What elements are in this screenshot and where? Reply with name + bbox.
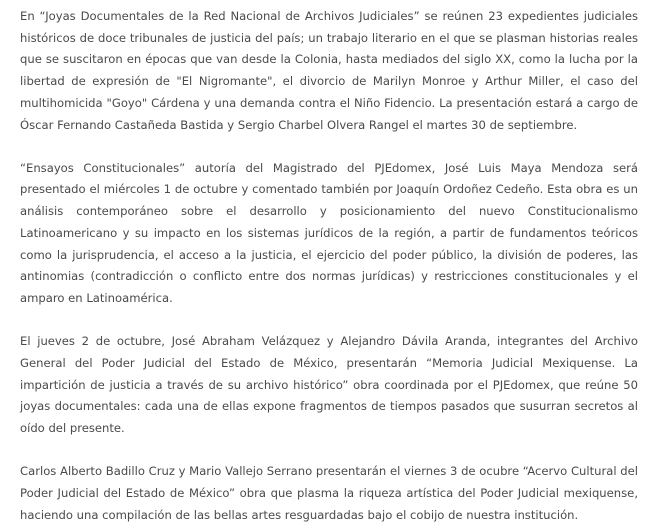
paragraph-ensayos-constitucionales: “Ensayos Constitucionales” autoría del Magistrado del PJEdomex, José Luis Maya Mendoza será presentado el miércoles 1 de octubre y comentado también por Joaquín Ordoñez Cedeño. Esta obra es un análisis contemporáneo sobre el desarrollo y posicionamiento del nuevo Constitucionalismo Latinoamericano y su impacto en los sistemas jurídicos de la región, a partir de fundamentos teóricos como la jurisprudencia, el acceso a la justicia, el ejercicio del poder público, la división de poderes, las antinomias (contradicción o conflicto entre dos normas jurídicas) y restricciones constitucionales y el amparo en Latinoamérica.: [20, 160, 638, 305]
article-body: [20, 6, 638, 526]
paragraph-memoria-judicial: El jueves 2 de octubre, José Abraham Velázquez y Alejandro Dávila Aranda, integrantes del Archivo General del Poder Judicial del Estado de México, presentarán “Memoria Judicial Mexiquense. La impartición de justicia a través de su archivo histórico” obra coordinada por el PJEdomex, que reúne 50 joyas documentales: cada una de ellas expone fragmentos de tiempos pasados que susurran secretos al oído del presente.: [20, 334, 638, 435]
paragraph-joyas-documentales: En “Joyas Documentales de la Red Nacional de Archivos Judiciales” se reúnen 23 expedientes judiciales históricos de doce tribunales de justicia del país; un trabajo literario en el que se plasman historias reales que se suscitaron en épocas que van desde la Colonia, hasta mediados del siglo XX, como la lucha por la libertad de expresión de "El Nigromante", el divorcio de Marilyn Monroe y Arthur Miller, el caso del multihomicida "Goyo" Cárdena y una demanda contra el Niño Fidencio. La presentación estará a cargo de Óscar Fernando Castañeda Bastida y Sergio Charbel Olvera Rangel el martes 30 de septiembre.: [20, 9, 638, 132]
paragraph-acervo-cultural: Carlos Alberto Badillo Cruz y Mario Vallejo Serrano presentarán el viernes 3 de ocubre “Acervo Cultural del Poder Judicial del Estado de México” obra que plasma la riqueza artística del Poder Judicial mexiquense, haciendo una compilación de las bellas artes resguardadas bajo el cobijo de nuestra institución.: [20, 464, 638, 522]
